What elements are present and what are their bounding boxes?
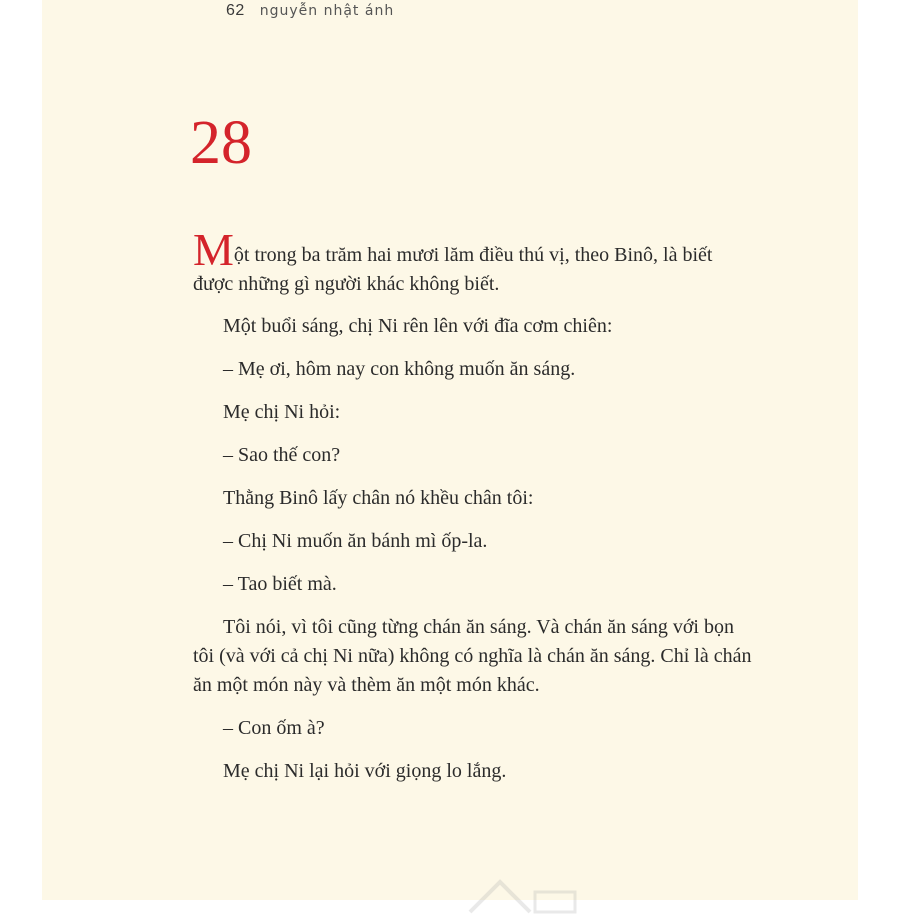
paragraph: – Chị Ni muốn ăn bánh mì ốp-la. xyxy=(223,530,488,552)
paragraph: – Tao biết mà. xyxy=(223,573,337,595)
author-name: nguyễn nhật ánh xyxy=(259,3,395,19)
drop-cap: M xyxy=(193,224,234,275)
paragraph: Một buổi sáng, chị Ni rên lên với đĩa cơm chiên: xyxy=(223,315,613,337)
paragraph: – Con ốm à? xyxy=(223,717,325,739)
paragraph: – Sao thế con? xyxy=(223,444,341,466)
chapter-text xyxy=(193,224,753,800)
chapter-number: 28 xyxy=(190,109,252,177)
watermark-icon xyxy=(460,862,580,922)
paragraph: Mẹ chị Ni hỏi: xyxy=(223,401,341,423)
paragraph: – Mẹ ơi, hôm nay con không muốn ăn sáng. xyxy=(223,358,576,380)
paragraph: Mẹ chị Ni lại hỏi với giọng lo lắng. xyxy=(223,760,507,782)
first-paragraph xyxy=(193,224,753,299)
paragraph: Tôi nói, vì tôi cũng từng chán ăn sáng. Và chán ăn sáng với bọn tôi (và với cả chị Ni nữa) không có nghĩa là chán ăn sáng. Chỉ là chán ăn một món này và thèm ăn một món khác. xyxy=(193,616,752,696)
paragraph: Thằng Binô lấy chân nó khều chân tôi: xyxy=(223,487,534,509)
first-paragraph-text: ột trong ba trăm hai mươi lăm điều thú vị, theo Binô, là biết được những gì người khác không biết. xyxy=(193,244,713,295)
page-number: 62 xyxy=(226,2,245,19)
running-head xyxy=(226,2,394,20)
